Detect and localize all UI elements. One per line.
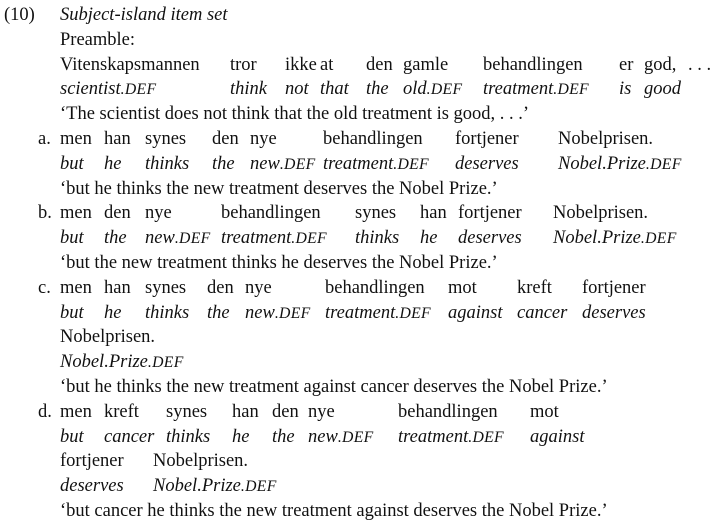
word: men <box>60 277 92 298</box>
word: ikke <box>285 54 317 75</box>
gloss-word: treatment.DEF <box>398 426 504 447</box>
gloss-word: Nobel.Prize.DEF <box>558 153 682 174</box>
word: behandlingen <box>221 203 321 224</box>
word: nye <box>245 277 272 298</box>
word: fortjener <box>582 277 646 298</box>
item-label: c. <box>38 277 51 298</box>
word: Nobelprisen. <box>558 129 654 149</box>
word: den <box>212 129 239 149</box>
word: han <box>232 401 259 422</box>
word: synes <box>166 401 208 422</box>
word: behandlingen <box>398 401 498 422</box>
word: Nobelprisen. <box>553 203 649 224</box>
word: synes <box>355 203 397 224</box>
word: fortjener <box>60 451 124 472</box>
word: den <box>104 203 131 224</box>
preamble-label: Preamble: <box>60 29 136 50</box>
gloss-word: the <box>104 228 127 249</box>
gloss-word: cancer <box>517 302 568 323</box>
item-c-word-cont: Nobelprisen. <box>60 327 156 348</box>
word: god, <box>644 54 677 75</box>
gloss-word: is <box>619 79 632 100</box>
gloss-word: treatment.DEF <box>325 302 431 323</box>
item-label: a. <box>38 129 51 149</box>
gloss-word: think <box>230 79 267 100</box>
word: kreft <box>104 401 139 422</box>
word: fortjener <box>458 203 522 224</box>
word: men <box>60 401 92 422</box>
word: synes <box>145 129 187 149</box>
gloss-word: treatment.DEF <box>483 79 589 100</box>
gloss-word: the <box>272 426 295 447</box>
word: behandlingen <box>325 277 425 298</box>
word: han <box>420 203 447 224</box>
word: fortjener <box>455 129 519 149</box>
gloss-word: thinks <box>145 153 190 174</box>
word: Nobelprisen. <box>153 451 249 472</box>
gloss-word: cancer <box>104 426 155 447</box>
gloss-word: against <box>530 426 585 447</box>
gloss-word: Nobel.Prize.DEF <box>153 476 277 497</box>
word: den <box>366 54 393 75</box>
gloss-word: not <box>285 79 309 100</box>
item-b-translation: ‘but the new treatment thinks he deserves the Nobel Prize.’ <box>60 253 498 273</box>
word: den <box>207 277 234 298</box>
word: men <box>60 203 92 224</box>
gloss-word: deserves <box>60 476 124 497</box>
word: behandlingen <box>323 129 423 149</box>
item-c-gloss-cont: Nobel.Prize.DEF <box>60 352 184 373</box>
word: han <box>104 129 131 149</box>
word: han <box>104 277 131 298</box>
word: er <box>619 54 634 75</box>
example-number: (10) <box>4 5 35 25</box>
gloss-word: the <box>207 302 230 323</box>
example-title: Subject-island item set <box>60 5 228 25</box>
word: kreft <box>517 277 552 298</box>
gloss-word: he <box>104 302 122 323</box>
gloss-word: thinks <box>145 302 190 323</box>
item-c-translation: ‘but he thinks the new treatment against cancer deserves the Nobel Prize.’ <box>60 377 608 397</box>
word: Vitenskapsmannen <box>60 54 200 75</box>
gloss-word: treatment.DEF <box>323 153 429 174</box>
gloss-word: he <box>420 228 438 249</box>
gloss-word: new.DEF <box>145 228 211 249</box>
gloss-word: good <box>644 79 681 100</box>
gloss-word: deserves <box>582 302 646 323</box>
word: mot <box>530 401 559 422</box>
word: den <box>272 401 299 422</box>
gloss-word: new.DEF <box>250 153 316 174</box>
item-label: d. <box>38 401 52 422</box>
item-a-translation: ‘but he thinks the new treatment deserves the Nobel Prize.’ <box>60 178 498 199</box>
gloss-word: but <box>60 302 84 323</box>
gloss-word: new.DEF <box>308 426 374 447</box>
word: synes <box>145 277 187 298</box>
gloss-word: he <box>232 426 250 447</box>
word: mot <box>448 277 477 298</box>
gloss-word: against <box>448 302 503 323</box>
gloss-word: thinks <box>355 228 400 249</box>
word: nye <box>308 401 335 422</box>
gloss-word: deserves <box>455 153 519 174</box>
item-d-translation: ‘but cancer he thinks the new treatment against deserves the Nobel Prize.’ <box>60 501 608 521</box>
gloss-word: but <box>60 426 84 447</box>
gloss-word: old.DEF <box>403 79 463 100</box>
word: . . . <box>688 54 712 75</box>
gloss-word: he <box>104 153 122 174</box>
gloss-word: thinks <box>166 426 211 447</box>
gloss-word: but <box>60 228 84 249</box>
gloss-word: the <box>212 153 235 174</box>
word: gamle <box>403 54 449 75</box>
gloss-word: deserves <box>458 228 522 249</box>
gloss-word: the <box>366 79 389 100</box>
word: men <box>60 129 92 149</box>
gloss-word: Nobel.Prize.DEF <box>553 228 677 249</box>
item-label: b. <box>38 203 52 224</box>
word: nye <box>250 129 277 149</box>
word: behandlingen <box>483 54 583 75</box>
word: at <box>320 54 334 75</box>
gloss-word: treatment.DEF <box>221 228 327 249</box>
gloss-word: new.DEF <box>245 302 311 323</box>
gloss-word: but <box>60 153 84 174</box>
preamble-translation: ‘The scientist does not think that the old treatment is good, . . .’ <box>60 104 530 125</box>
word: nye <box>145 203 172 224</box>
gloss-word: scientist.DEF <box>60 79 157 100</box>
word: tror <box>230 54 257 75</box>
gloss-word: that <box>320 79 349 100</box>
